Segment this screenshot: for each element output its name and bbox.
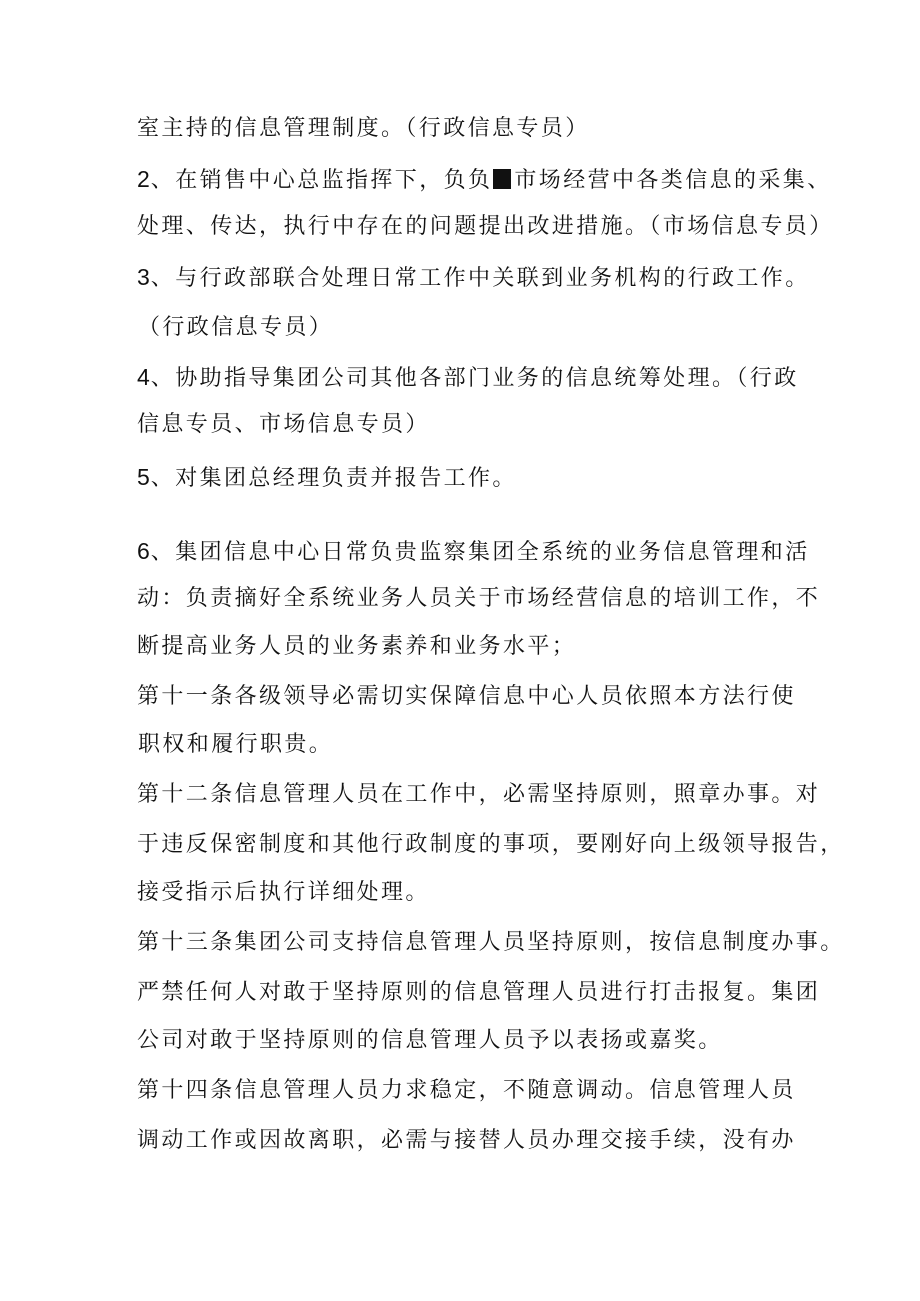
line-text: 接受指示后执行详细处理。 bbox=[137, 880, 430, 905]
line-text: 第十二条信息管理人员在工作中，必需坚持原则，照章办事。对 bbox=[137, 782, 821, 807]
line-text: 职权和履行职贵。 bbox=[138, 732, 334, 757]
line-text: 处理、传达，执行中存在的问题提出改进措施。（市场信息专员） bbox=[137, 214, 834, 239]
text-line bbox=[137, 212, 837, 242]
list-item-4 bbox=[137, 362, 837, 394]
text-line bbox=[138, 730, 838, 760]
line-text: 、对集团总经理负责并报告工作。 bbox=[150, 466, 517, 491]
article-11 bbox=[137, 682, 837, 712]
text-line bbox=[137, 114, 837, 144]
line-text: 严禁任何人对敢于坚持原则的信息管理人员进行打击报复。集团 bbox=[137, 980, 821, 1005]
line-text: 、在销售中心总监指挥下，负负 bbox=[150, 168, 493, 193]
text-line bbox=[137, 1026, 837, 1056]
article-14 bbox=[137, 1076, 837, 1106]
line-text: 第十一条各级领导必需切实保障信息中心人员依照本方法行使 bbox=[137, 684, 796, 709]
article-13 bbox=[137, 928, 845, 958]
article-12 bbox=[137, 780, 837, 810]
line-text: 于违反保密制度和其他行政制度的事项，要刚好向上级领导报告， bbox=[137, 832, 845, 857]
line-text: 、与行政部联合处理日常工作中关联到业务机构的行政工作。 bbox=[150, 266, 810, 291]
line-text: 第十四条信息管理人员力求稳定，不随意调动。信息管理人员 bbox=[137, 1078, 796, 1103]
text-line bbox=[137, 584, 837, 614]
text-line bbox=[138, 313, 838, 343]
text-line bbox=[137, 878, 837, 908]
line-text: （行政信息专员） bbox=[138, 315, 334, 340]
line-text: 断提高业务人员的业务素养和业务水平； bbox=[137, 634, 577, 659]
list-item-5 bbox=[137, 462, 837, 494]
line-text: 动：负责摘好全系统业务人员关于市场经营信息的培训工作，不 bbox=[137, 586, 821, 611]
text-line bbox=[137, 830, 845, 860]
item-number: 3 bbox=[137, 264, 150, 290]
line-text: 公司对敢于坚持原则的信息管理人员予以表扬或嘉奖。 bbox=[137, 1028, 723, 1053]
list-item-6 bbox=[137, 536, 837, 568]
line-text: 市场经营中各类信息的采集、 bbox=[514, 168, 832, 193]
line-text: 、集团信息中心日常负贵监察集团全系统的业务信息管理和活 bbox=[150, 540, 810, 565]
text-line bbox=[137, 978, 837, 1008]
line-text: 第十三条集团公司支持信息管理人员坚持原则，按信息制度办事。 bbox=[137, 930, 845, 955]
text-line bbox=[137, 1126, 837, 1156]
line-text: 信息专员、市场信息专员） bbox=[137, 412, 430, 437]
line-text: 调动工作或因故离职，必需与接替人员办理交接手续，没有办 bbox=[137, 1128, 796, 1153]
list-item-2 bbox=[137, 164, 837, 196]
text-line bbox=[137, 632, 837, 662]
item-number: 5 bbox=[137, 464, 150, 490]
list-item-3 bbox=[137, 262, 837, 294]
line-text: 室主持的信息管理制度。（行政信息专员） bbox=[137, 116, 590, 141]
line-text: 、协助指导集团公司其他各部门业务的信息统筹处理。（行政 bbox=[150, 366, 799, 391]
redaction-block bbox=[493, 169, 511, 189]
item-number: 6 bbox=[137, 538, 150, 564]
item-number: 2 bbox=[137, 166, 150, 192]
item-number: 4 bbox=[137, 364, 150, 390]
text-line bbox=[137, 410, 837, 440]
